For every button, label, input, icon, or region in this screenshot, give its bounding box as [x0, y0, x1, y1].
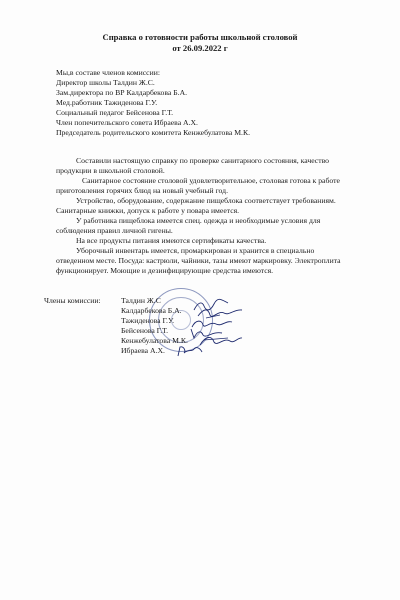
signature-5 [198, 333, 244, 349]
body-line-8: соблюдения правил личной гигены. [56, 226, 173, 235]
member-name-2: Калдарбекова Б.А. [121, 306, 182, 315]
member-name-3: Тажиденова Г.У. [121, 316, 175, 325]
body-line-2: продукции в школьной столовой. [56, 166, 165, 175]
body-line-3: Санитарное состояние столовой удовлетворительное, столовая готова к работе [82, 176, 340, 185]
commission-member-3: Мед.работник Тажиденова Г.У. [56, 98, 158, 107]
body-line-6: Санитарные книжки, допуск к работе у повара имеется. [56, 206, 240, 215]
body-line-12: функционирует. Моющие и дезинфицирующие средства имеются. [56, 266, 274, 275]
commission-member-6: Председатель родительского комитета Кенжебулатова М.К. [56, 128, 251, 137]
commission-member-2: Зам.директора по ВР Калдарбекова Б.А. [56, 88, 188, 97]
body-line-4: приготовления горячих блюд на новый учебный год. [56, 186, 229, 195]
members-label: Члены комиссии: [44, 296, 101, 305]
commission-member-4: Социальный педагог Бейсенова Г.Т. [56, 108, 173, 117]
member-name-6: Ибраева А.Х. [121, 346, 165, 355]
document-title: Справка о готовности работы школьной столовой [102, 32, 298, 42]
commission-member-1: Директор школы Талдин Ж.С. [56, 78, 155, 87]
commission-member-5: Член попечительского совета Ибраева А.Х. [56, 118, 198, 127]
member-name-4: Бейсенова Г.Т. [121, 326, 169, 335]
commission-intro: Мы,в составе членов комиссии: [56, 68, 160, 77]
member-name-1: Талдин Ж.С [121, 296, 161, 305]
signature-6 [176, 343, 204, 359]
document-date: от 26.09.2022 г [172, 43, 228, 53]
body-line-11: отведенном месте. Посуда: кастрюли, чайники, тазы имеют маркировку. Электроплита [56, 256, 341, 265]
body-line-7: У работника пищеблока имеется спец. одежда и необходимые условия для [76, 216, 321, 225]
body-line-5: Устройство, оборудование, содержание пищеблока соответствует требованиям. [76, 196, 336, 205]
body-line-10: Уборочный инвентарь имеется, промаркирован и хранится в специально [76, 246, 315, 255]
body-line-1: Составили настоящую справку по проверке санитарного состояния, качество [76, 156, 329, 165]
member-name-5: Кенжебулатова М.К. [121, 336, 188, 345]
body-line-9: На все продукты питания имеются сертификаты качества. [76, 236, 267, 245]
